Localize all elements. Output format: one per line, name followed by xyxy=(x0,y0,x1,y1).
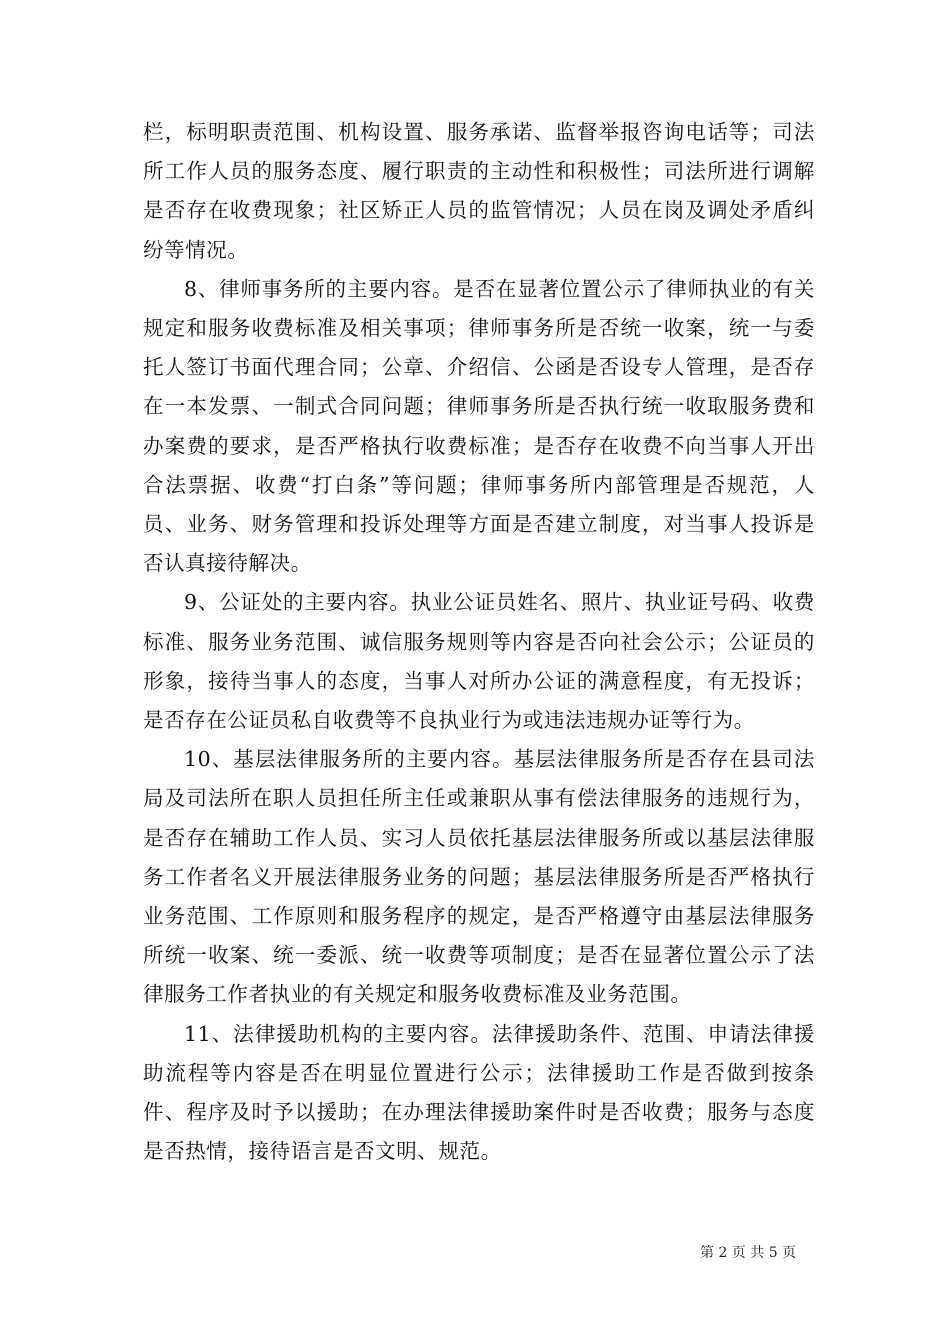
paragraph-grassroots-legal-service: 10、基层法律服务所的主要内容。基层法律服务所是否存在县司法局及司法所在职人员担任所主任或兼职从事有偿法律服务的违规行为，是否存在辅助工作人员、实习人员依托基层法律服务所或以基层法律服务工作者名义开展法律服务业务的问题；基层法律服务所是否严格执行业务范围、工作原则和服务程序的规定，是否严格遵守由基层法律服务所统一收案、统一委派、统一收费等项制度；是否在显著位置公示了法律服务工作者执业的有关规定和服务收费标准及业务范围。 xyxy=(143,747,815,1007)
page-number-footer: 第 2 页 共 5 页 xyxy=(700,1245,797,1261)
paragraph-continuation: 栏，标明职责范围、机构设置、服务承诺、监督举报咨询电话等；司法所工作人员的服务态度、履行职责的主动性和积极性；司法所进行调解是否存在收费现象；社区矫正人员的监管情况；人员在岗及调处矛盾纠纷等情况。 xyxy=(143,120,815,262)
document-body xyxy=(143,113,815,1171)
paragraph-law-firm: 8、律师事务所的主要内容。是否在显著位置公示了律师执业的有关规定和服务收费标准及相关事项；律师事务所是否统一收案，统一与委托人签订书面代理合同；公章、介绍信、公函是否设专人管理，是否存在一本发票、一制式合同问题；律师事务所是否执行统一收取服务费和办案费的要求，是否严格执行收费标准；是否存在收费不向当事人开出合法票据、收费“打白条”等问题；律师事务所内部管理是否规范，人员、业务、财务管理和投诉处理等方面是否建立制度，对当事人投诉是否认真接待解决。 xyxy=(143,276,815,576)
paragraph-legal-aid: 11、法律援助机构的主要内容。法律援助条件、范围、申请法律援助流程等内容是否在明显位置进行公示；法律援助工作是否做到按条件、程序及时予以援助；在办理法律援助案件时是否收费；服务与态度是否热情，接待语言是否文明、规范。 xyxy=(143,1021,815,1164)
paragraph-notary-office: 9、公证处的主要内容。执业公证员姓名、照片、执业证号码、收费标准、服务业务范围、诚信服务规则等内容是否向社会公示；公证员的形象，接待当事人的态度，当事人对所办公证的满意程度，有无投诉；是否存在公证员私自收费等不良执业行为或违法违规办证等行为。 xyxy=(143,590,815,733)
